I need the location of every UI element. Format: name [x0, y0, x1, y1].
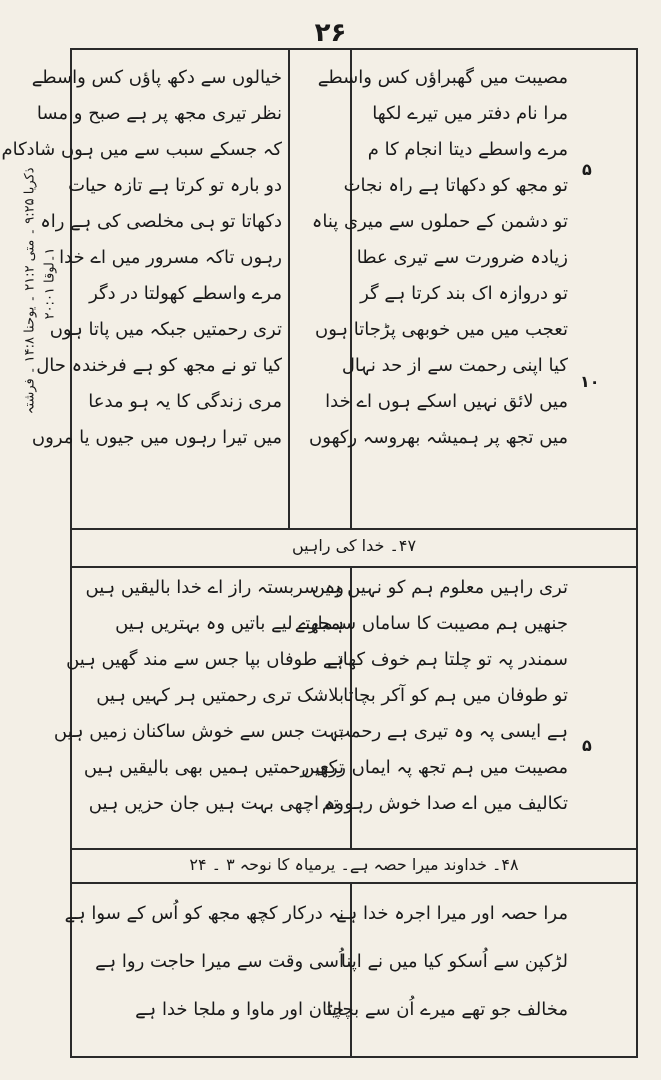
verse-line: جنھیں ہم مصیبت کا ساماں سمجھتے	[294, 613, 568, 634]
verse-line: دکھاتا تو ہی مخلصی کی ہے راہ	[40, 211, 282, 232]
section2-right-column	[294, 570, 568, 822]
verse-line: وہ اچھی بہت ہیں جان حزیں ہیں	[88, 793, 344, 814]
section3-right-column	[326, 890, 568, 1034]
verse-line: بہت جس سے خوش ساکنان زمیں ہیں	[53, 721, 344, 742]
verse-line: مرے واسطے کھولتا در دگر	[89, 283, 282, 304]
verse-line: مرا نام دفتر میں تیرے لکھا	[372, 103, 568, 124]
rule-s3-bottom	[70, 882, 638, 884]
verse-line: تعجب میں میں خوبھی پڑجاتا ہوں	[315, 319, 568, 340]
verse-line: نظر تیری مجھ پر ہے صبح و مسا	[36, 103, 282, 124]
verse-line: تکالیف میں اے صدا خوش رہو تم	[321, 793, 568, 814]
rule-s2-top	[70, 528, 638, 530]
verse-line: تو دروازہ اک بند کرتا ہے گر	[360, 283, 568, 304]
verse-line: وہ سربستہ راز اے خدا بالیقیں ہیں	[85, 577, 344, 598]
divider-s1-right	[350, 48, 352, 530]
verse-line: تری راہیں معلوم ہم کو نہیں ہیں	[311, 577, 568, 598]
verse-line: مخالف جو تھے میرے اُن سے بچایا	[326, 999, 568, 1020]
verse-line: نہ درکار کچھ مجھ کو اُس کے سوا ہے	[64, 903, 344, 924]
verse-line: بلاشک تری رحمتیں ہر کہیں ہیں	[96, 685, 344, 706]
verse-line: رہوں تاکہ مسرور میں اے خدا	[59, 247, 282, 268]
section3-heading: ۴۸۔ خداوند میرا حصہ ہے۔ یرمیاہ کا نوحہ ۳ ۔ ۲۴	[189, 855, 519, 874]
margin-cross-reference: ذکریا ۹:۲۵ ۔ متی ۲۱:۲ ۔ یوحنا ۱۴:۸ ۔ فرشتہ	[22, 167, 38, 415]
verse-line: تری رحمتیں جبکہ میں پاتا ہوں	[49, 319, 282, 340]
verse-line: اُسی وقت سے میرا حاجت روا ہے	[95, 951, 344, 972]
verse-line: میں تیرا رہوں میں جیوں یا مروں	[31, 427, 282, 448]
verse-line: خیالوں سے دکھ پاؤں کس واسطے	[31, 67, 282, 88]
verse-line: تری رحمتیں ہمیں بھی بالیقیں ہیں	[83, 757, 344, 778]
verse-line: مرے واسطے دیتا انجام کا م	[367, 139, 568, 160]
rule-s3-top	[70, 848, 638, 850]
verse-line: ہے ایسی پہ وہ تیری ہے رحمت	[333, 721, 568, 742]
section3-left-column	[64, 890, 344, 1034]
verse-line: لڑکپن سے اُسکو کیا میں نے اپنا	[340, 951, 568, 972]
section2-heading: ۴۷۔ خدا کی راہیں	[291, 536, 417, 555]
verse-line: کہ جسکے سبب سے میں ہوں شادکام	[1, 139, 282, 160]
verse-line: مرا حصہ اور میرا اجرہ خدا ہے	[336, 903, 568, 924]
section1-right-column	[309, 60, 568, 456]
verse-line: مری زندگی کا یہ ہو مدعا	[88, 391, 282, 412]
verse-line: میں تجھ پر ہمیشہ بھروسہ رکھوں	[309, 427, 568, 448]
verse-line: میں لائق نہیں اسکے ہوں اے خدا	[325, 391, 568, 412]
margin-reference: ۱۔لوقا ۲۰:۰۱	[42, 247, 58, 320]
verse-line: مصیبت میں ہم تجھ پہ ایماں رکھیں	[301, 757, 568, 778]
page-number: ۲۶	[314, 18, 347, 48]
verse-number: ۵	[582, 736, 592, 755]
verse-number: ۱۰	[580, 372, 600, 391]
verse-line: کیا اپنی رحمت سے از حد نہال	[341, 355, 568, 376]
verse-line: ہے طوفاں بپا جس سے مند گھیں ہیں	[66, 649, 344, 670]
verse-line: تو مجھ کو دکھاتا ہے راہ نجات	[343, 175, 568, 196]
verse-line: کیا تو نے مجھ کو ہے فرخندہ حال	[36, 355, 282, 376]
verse-line: تو دشمن کے حملوں سے میری پناہ	[311, 211, 568, 232]
verse-number: ۵	[582, 160, 592, 179]
rule-s2-bottom	[70, 566, 638, 568]
verse-line: مصیبت میں گھبراؤں کس واسطے	[317, 67, 568, 88]
section2-left-column	[53, 570, 344, 822]
divider-s1-left	[288, 48, 290, 530]
verse-line: تو طوفان میں ہم کو آکر بچاتا	[343, 685, 568, 706]
verse-line: ہمارے لیے باتیں وہ بہتریں ہیں	[115, 613, 344, 634]
verse-line: زیادہ ضرورت سے تیری عطا	[356, 247, 568, 268]
verse-line: چٹان اور ماوا و ملجا خدا ہے	[135, 999, 344, 1020]
verse-line: سمندر پہ تو چلتا ہم خوف کھاتے	[327, 649, 568, 670]
verse-line: دو بارہ تو کرتا ہے تازہ حیات	[68, 175, 282, 196]
